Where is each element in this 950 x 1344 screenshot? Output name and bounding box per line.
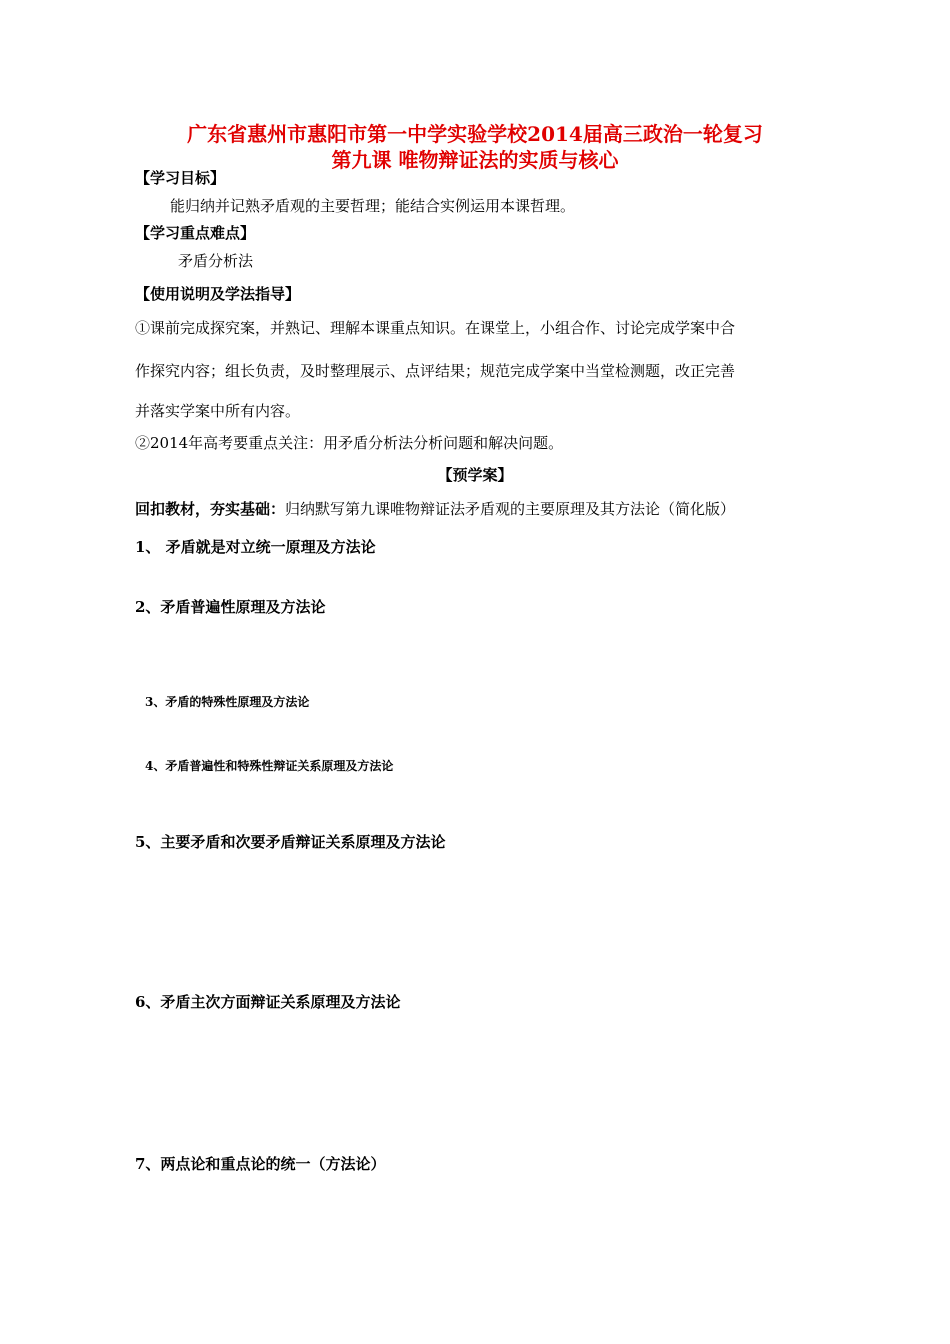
preview-item-2: 2、矛盾普遍性原理及方法论 <box>135 598 326 616</box>
preview-intro <box>135 499 735 519</box>
instructions-paragraph-2: ②2014年高考要重点关注：用矛盾分析法分析问题和解决问题。 <box>135 434 564 452</box>
preview-item-6: 6、矛盾主次方面辩证关系原理及方法论 <box>135 993 401 1011</box>
instructions-paragraph-1-line-1: ①课前完成探究案，并熟记、理解本课重点知识。在课堂上，小组合作、讨论完成学案中合 <box>135 319 736 337</box>
preview-item-7: 7、两点论和重点论的统一（方法论） <box>135 1155 386 1173</box>
preview-item-3: 3、矛盾的特殊性原理及方法论 <box>145 695 310 709</box>
document-title-line-1: 广东省惠州市惠阳市第一中学实验学校2014届高三政治一轮复习 <box>187 122 763 146</box>
preview-item-1: 1、 矛盾就是对立统一原理及方法论 <box>135 538 376 556</box>
goals-text: 能归纳并记熟矛盾观的主要哲理；能结合实例运用本课哲理。 <box>170 197 576 215</box>
instructions-paragraph-1-line-2: 作探究内容；组长负责，及时整理展示、点评结果；规范完成学案中当堂检测题，改正完善 <box>135 362 736 380</box>
preview-intro-label: 回扣教材，夯实基础： <box>135 500 286 518</box>
preview-intro-text: 归纳默写第九课唯物辩证法矛盾观的主要原理及其方法论（简化版） <box>285 500 736 518</box>
preview-item-5: 5、主要矛盾和次要矛盾辩证关系原理及方法论 <box>135 833 446 851</box>
preview-heading: 【预学案】 <box>437 466 513 484</box>
document-title-line-2: 第九课 唯物辩证法的实质与核心 <box>331 148 619 172</box>
instructions-paragraph-1-line-3: 并落实学案中所有内容。 <box>135 402 301 420</box>
key-points-heading: 【学习重点难点】 <box>135 224 256 242</box>
instructions-heading: 【使用说明及学法指导】 <box>135 285 301 303</box>
goals-heading: 【学习目标】 <box>135 169 226 187</box>
key-points-text: 矛盾分析法 <box>178 252 254 270</box>
preview-item-4: 4、矛盾普遍性和特殊性辩证关系原理及方法论 <box>145 759 394 773</box>
